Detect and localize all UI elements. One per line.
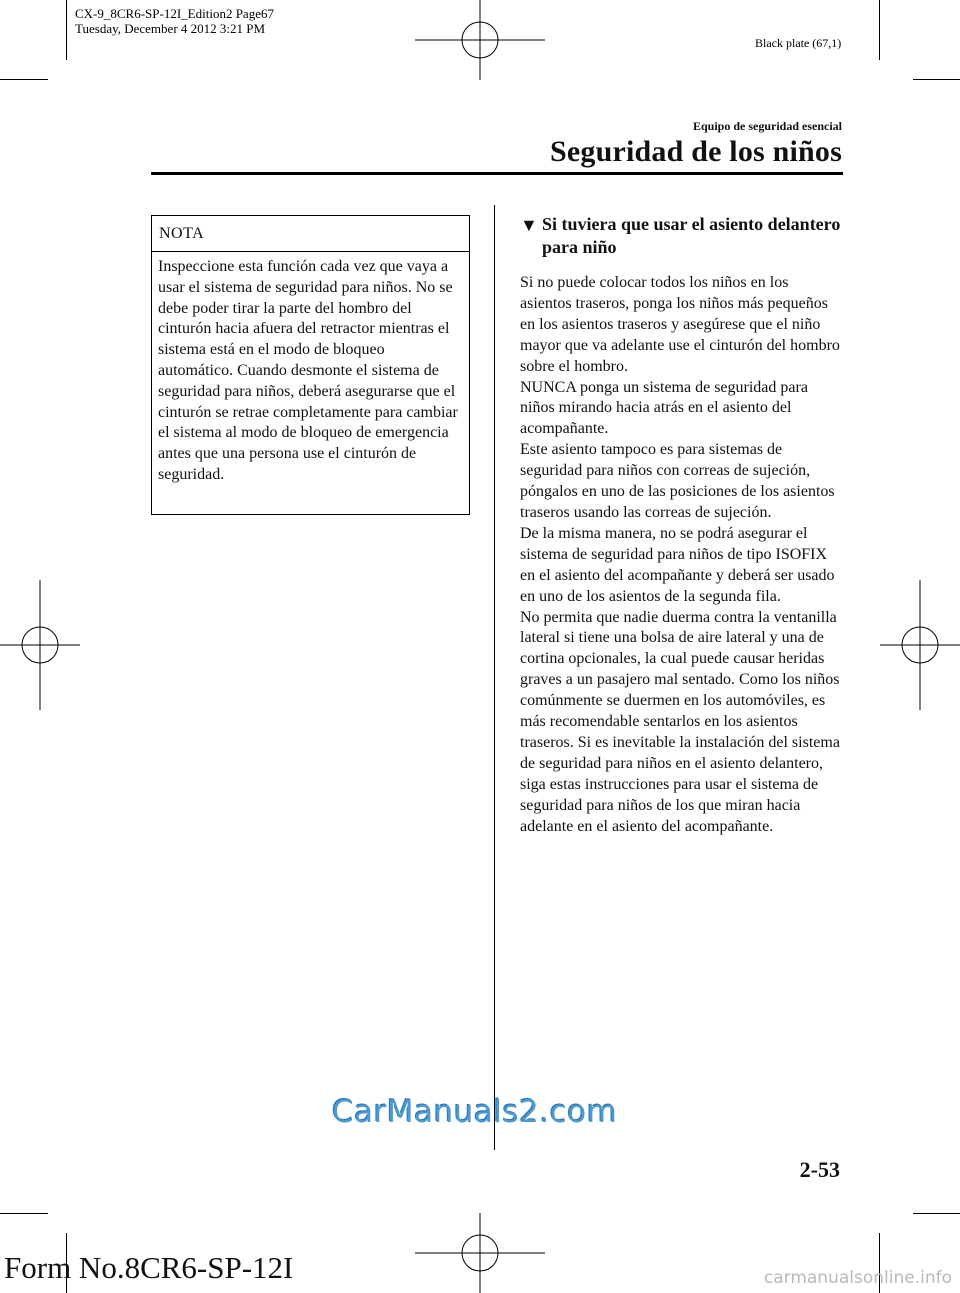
right-column xyxy=(520,213,842,837)
note-box xyxy=(151,215,470,515)
triangle-bullet-icon: ▼ xyxy=(520,215,538,235)
slug-line-1: CX-9_8CR6-SP-12I_Edition2 Page67 xyxy=(75,6,274,21)
registration-mark-top xyxy=(415,0,545,80)
watermark: CarManuals2.com xyxy=(332,1094,618,1130)
page-title: Seguridad de los niños xyxy=(550,135,842,168)
page-number: 2-53 xyxy=(799,1157,840,1182)
form-number: Form No.8CR6-SP-12I xyxy=(4,1250,294,1285)
column-divider xyxy=(494,205,495,1150)
note-body: Inspeccione esta función cada vez que vaya a usar el sistema de seguridad para niños. No se debe poder tirar la parte del hombro del cinturón hacia afuera del retractor mientras el sistema está en el modo de bloqueo automático. Cuando desmonte el sistema de seguridad para niños, deberá asegurarse que el cinturón se retrae completamente para cambiar el sistema al modo de bloqueo de emergencia antes que una persona use el cinturón de seguridad. xyxy=(158,258,458,483)
registration-mark-left xyxy=(0,580,80,710)
section-category: Equipo de seguridad esencial xyxy=(692,119,842,133)
footer-site: carmanualsonline.info xyxy=(763,1268,952,1288)
section-heading: Si tuviera que usar el asiento delantero para niño xyxy=(542,214,841,257)
note-heading: NOTA xyxy=(152,216,469,252)
registration-mark-right xyxy=(880,580,960,710)
registration-mark-bottom xyxy=(415,1213,545,1293)
print-slug xyxy=(75,6,274,36)
slug-line-2: Tuesday, December 4 2012 3:21 PM xyxy=(75,21,266,36)
black-plate-label: Black plate (67,1) xyxy=(755,36,842,50)
section-heading-block xyxy=(520,213,842,259)
header-rule xyxy=(151,172,843,175)
section-body: Si no puede colocar todos los niños en los asientos traseros, ponga los niños más pequeños en los asientos traseros y asegúrese que el niño mayor que va adelante use el cinturón del hombro sobre el hombro. NUNCA ponga un sistema de seguridad para niños mirando hacia atrás en el asiento del acompañante. Este asiento tampoco es para sistemas de seguridad para niños con correas de sujeción, póngalos en uno de las posiciones de los asientos traseros usando las correas de sujeción. De la misma manera, no se podrá asegurar el sistema de seguridad para niños de tipo ISOFIX en el asiento del acompañante y deberá ser usado en uno de los asientos de la segunda fila. No permita que nadie duerma contra la ventanilla lateral si tiene una bolsa de aire lateral y una de cortina opcionales, la cual puede causar heridas graves a un pasajero mal sentado. Como los niños comúnmente se duermen en los automóviles, es más recomendable sentarlos en los asientos traseros. Si es inevitable la instalación del sistema de seguridad para niños en el asiento delantero, siga estas instrucciones para usar el sistema de seguridad para niños de los que miran hacia adelante en el asiento del acompañante. xyxy=(520,274,840,835)
